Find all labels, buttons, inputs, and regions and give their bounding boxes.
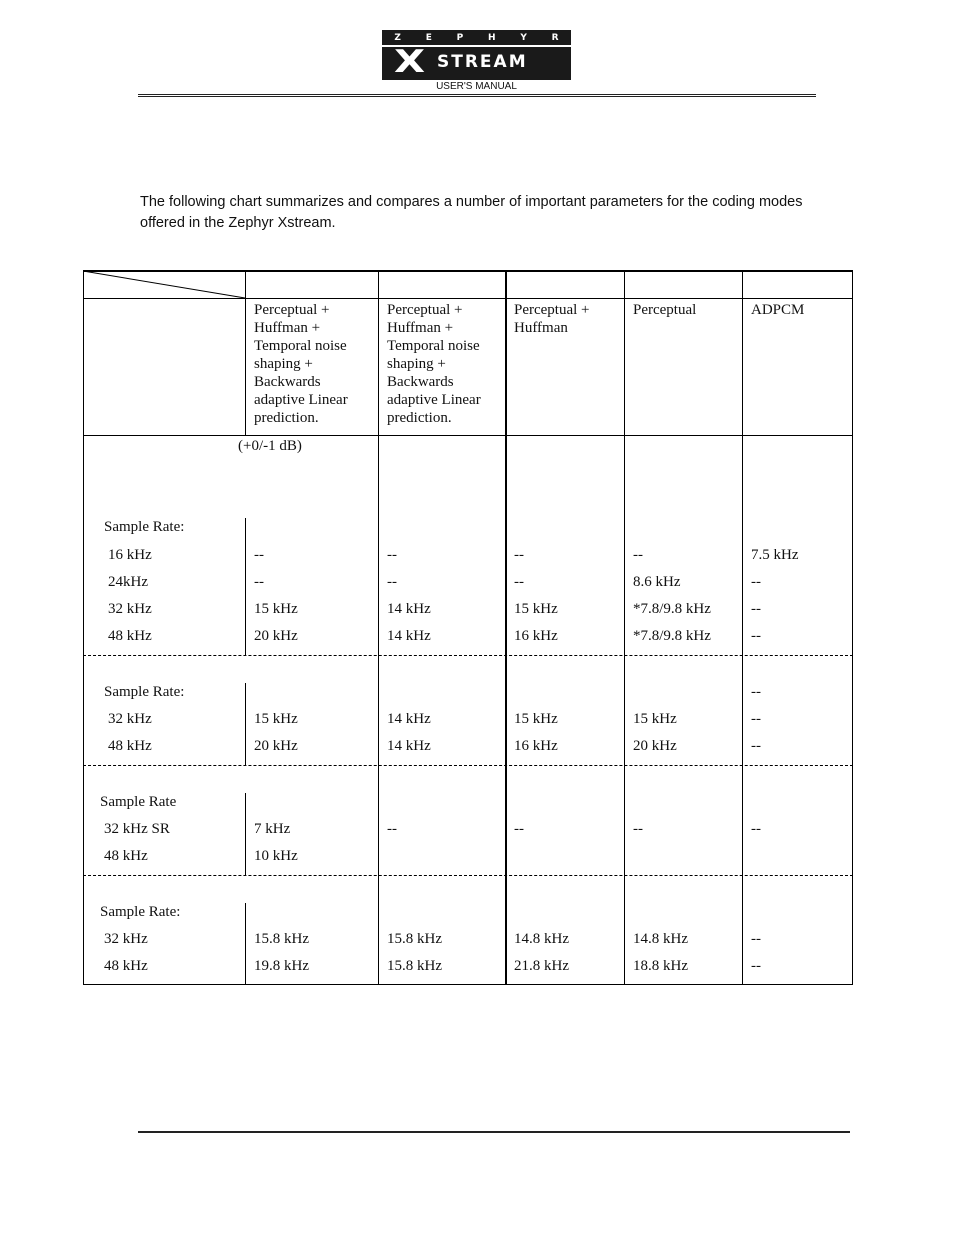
section-label-divider: [245, 793, 246, 875]
section-label-divider: [245, 903, 246, 985]
table-cell: 15.8 kHz: [387, 958, 442, 974]
section-label-divider: [245, 518, 246, 655]
table-cell: 7.5 kHz: [751, 547, 799, 563]
footer-rule: [138, 1131, 850, 1133]
table-cell: 14 kHz: [387, 628, 431, 644]
table-cell: 15.8 kHz: [387, 931, 442, 947]
intro-paragraph: The following chart summarizes and compares a number of important parameters for the coding modes offered in the Zephyr Xstream.: [140, 194, 803, 231]
table-cell: --: [751, 628, 761, 644]
table-cell: *7.8/9.8 kHz: [633, 601, 711, 617]
table-bottom-border: [83, 984, 853, 985]
mode-description: Perceptual + Huffman: [514, 302, 590, 336]
section-divider: [83, 875, 853, 876]
table-cell: --: [751, 738, 761, 754]
table-cell: --: [514, 547, 524, 563]
logo-letter: R: [551, 33, 559, 43]
section-divider: [83, 765, 853, 766]
table-cell: 16 kHz: [514, 628, 558, 644]
section-divider: [83, 655, 853, 656]
table-cell: --: [254, 547, 264, 563]
table-cell: --: [633, 821, 643, 837]
row-label: Sample Rate:: [104, 684, 185, 700]
table-cell: --: [751, 821, 761, 837]
table-cell: *7.8/9.8 kHz: [633, 628, 711, 644]
table-cell: 14.8 kHz: [633, 931, 688, 947]
row-label: 48 kHz: [104, 958, 148, 974]
header-rule: [138, 94, 816, 97]
column-divider: [505, 270, 507, 985]
table-cell: --: [751, 684, 761, 700]
row-label: Sample Rate: [100, 794, 177, 810]
table-cell: --: [514, 821, 524, 837]
table-cell: 15 kHz: [514, 601, 558, 617]
table-cell: 10 kHz: [254, 848, 298, 864]
row-label: 32 kHz: [108, 601, 152, 617]
table-cell: --: [514, 574, 524, 590]
table-cell: 14 kHz: [387, 711, 431, 727]
logo-letter: H: [488, 33, 496, 43]
column-divider: [378, 270, 379, 985]
corner-diagonal-line: [83, 270, 246, 300]
zephyr-xstream-logo: [382, 30, 571, 80]
table-cell: 18.8 kHz: [633, 958, 688, 974]
table-cell: 8.6 kHz: [633, 574, 681, 590]
table-cell: 7 kHz: [254, 821, 291, 837]
table-cell: --: [254, 574, 264, 590]
table-cell: 19.8 kHz: [254, 958, 309, 974]
table-cell: --: [751, 574, 761, 590]
row-label: 32 kHz: [104, 931, 148, 947]
row-label: 16 kHz: [108, 547, 152, 563]
row-label: Sample Rate:: [100, 904, 181, 920]
table-cell: 15 kHz: [254, 711, 298, 727]
table-right-border: [852, 270, 853, 985]
row-label: 48 kHz: [104, 848, 148, 864]
logo-letter: Y: [520, 33, 527, 43]
header-row-divider-right: [245, 298, 853, 299]
table-cell: 16 kHz: [514, 738, 558, 754]
column-divider: [742, 270, 743, 985]
logo-word: STREAM: [437, 52, 528, 72]
mode-description: Perceptual + Huffman + Temporal noise shaping + Backwards adaptive Linear prediction.: [387, 302, 481, 426]
logo-letter: E: [425, 33, 432, 43]
column-divider: [245, 270, 246, 436]
logo-letters: [382, 32, 571, 44]
table-left-border: [83, 270, 84, 985]
logo-letter: P: [456, 33, 464, 43]
table-cell: --: [751, 601, 761, 617]
table-cell: 15 kHz: [633, 711, 677, 727]
logo-x: X: [394, 44, 426, 80]
response-tolerance-note: (+0/-1 dB): [238, 438, 302, 454]
row-label: Sample Rate:: [104, 519, 185, 535]
table-cell: 15 kHz: [254, 601, 298, 617]
table-cell: --: [751, 931, 761, 947]
table-cell: --: [387, 547, 397, 563]
row-label: 48 kHz: [108, 738, 152, 754]
logo-letter: Z: [394, 33, 401, 43]
table-cell: --: [751, 958, 761, 974]
table-cell: 20 kHz: [633, 738, 677, 754]
mode-description: Perceptual: [633, 302, 697, 318]
row-label: 32 kHz: [108, 711, 152, 727]
mode-description: Perceptual + Huffman + Temporal noise shaping + Backwards adaptive Linear prediction.: [254, 302, 348, 426]
table-cell: 21.8 kHz: [514, 958, 569, 974]
mode-description: ADPCM: [751, 302, 805, 318]
table-cell: --: [387, 574, 397, 590]
column-divider: [624, 270, 625, 985]
table-cell: 14 kHz: [387, 738, 431, 754]
table-cell: 20 kHz: [254, 738, 298, 754]
table-cell: 14.8 kHz: [514, 931, 569, 947]
table-cell: --: [633, 547, 643, 563]
table-cell: --: [751, 711, 761, 727]
row-label: 24kHz: [108, 574, 148, 590]
row-label: 32 kHz SR: [104, 821, 170, 837]
table-cell: 15.8 kHz: [254, 931, 309, 947]
description-row-divider: [83, 435, 853, 436]
manual-subtitle: USER'S MANUAL: [436, 81, 517, 92]
section-label-divider: [245, 683, 246, 765]
table-cell: --: [387, 821, 397, 837]
table-cell: 15 kHz: [514, 711, 558, 727]
row-label: 48 kHz: [108, 628, 152, 644]
table-cell: 14 kHz: [387, 601, 431, 617]
table-cell: 20 kHz: [254, 628, 298, 644]
